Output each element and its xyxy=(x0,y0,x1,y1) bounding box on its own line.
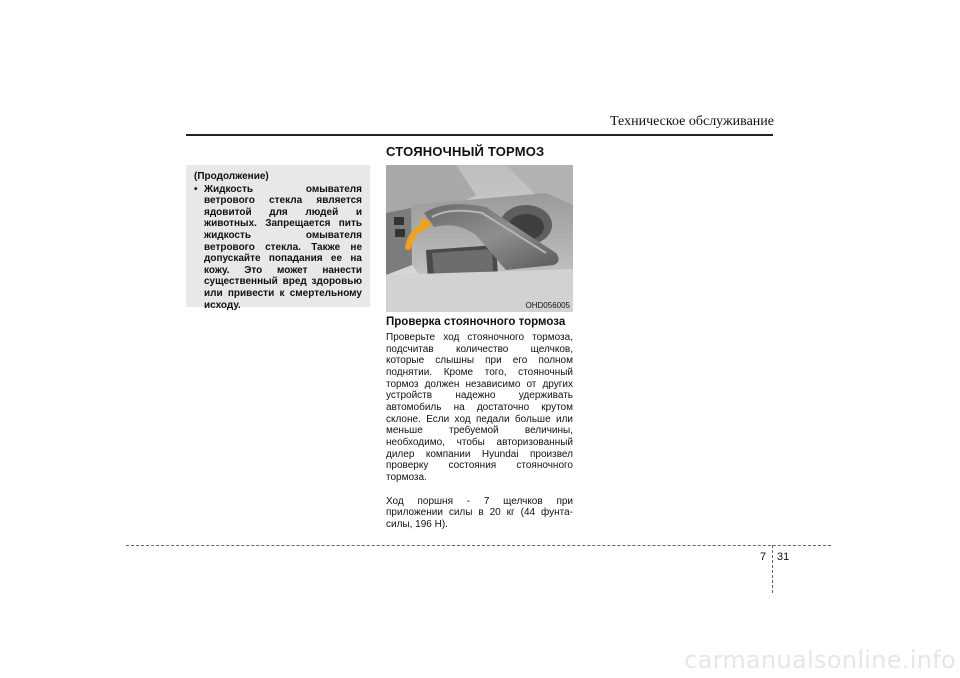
watermark: carmanualsonline.info xyxy=(684,646,956,674)
warning-text: Жидкость омывателя ветрового стекла является ядовитой для людей и животных. Запрещается пить жидкость омывателя ветрового стекла. Также не допускайте попадания ее на кожу. Это может нанести существенный вред здоровью или привести к смертельному исходу. xyxy=(204,183,362,311)
body-text xyxy=(386,332,573,531)
page-number: 31 xyxy=(777,551,790,563)
warning-continued-label: (Продолжение) xyxy=(194,171,269,182)
warning-bullet xyxy=(194,184,362,312)
paragraph-stroke: Ход поршня - 7 щелчков при приложении силы в 20 кг (44 фунта-силы, 196 Н). xyxy=(386,495,573,530)
footer-rule xyxy=(126,545,831,546)
bullet-dot: • xyxy=(194,183,198,195)
figure-code: OHD056005 xyxy=(525,301,570,310)
page-header-title: Техническое обслуживание xyxy=(610,114,774,129)
warning-box xyxy=(186,165,370,311)
parking-brake-photo xyxy=(386,165,573,312)
subsection-title: Проверка стояночного тормоза xyxy=(386,316,566,328)
paragraph-check: Проверьте ход стояночного тормоза, подсчитав количество щелчков, которые слышны при его полном поднятии. Кроме того, стояночный тормоз должен независимо от других устройств надежно удерживать автомобиль на достаточно крутом склоне. Если ход педали больше или меньше требуемой величины, необходимо, чтобы авторизованный дилер компании Hyundai произвел проверку состояния стояночного тормоза. xyxy=(386,332,573,483)
parking-brake-lever-photo-icon xyxy=(386,165,573,312)
header-rule xyxy=(186,134,773,136)
footer-vertical-rule xyxy=(772,545,773,593)
chapter-number: 7 xyxy=(760,551,767,563)
section-title: СТОЯНОЧНЫЙ ТОРМОЗ xyxy=(386,144,545,159)
